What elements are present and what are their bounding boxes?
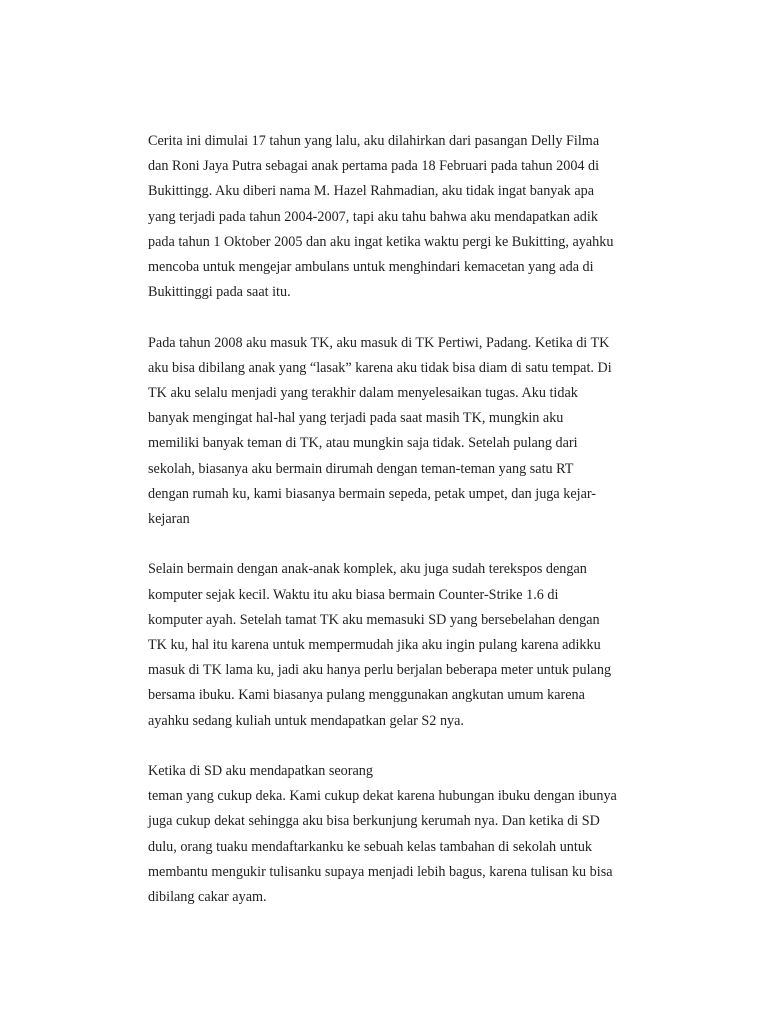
text-line: dengan rumah ku, kami biasanya bermain sepeda, petak umpet, dan juga kejar- [148,485,597,502]
paragraph-1 [148,129,668,305]
text-line: ayahku sedang kuliah untuk mendapatkan gelar S2 nya. [148,712,464,729]
text-line: dan Roni Jaya Putra sebagai anak pertama pada 18 Februari pada tahun 2004 di [148,158,600,175]
text-line: TK aku selalu menjadi yang terakhir dalam menyelesaikan tugas. Aku tidak [148,385,578,402]
text-line: membantu mengukir tulisanku supaya menjadi lebih bagus, karena tulisan ku bisa [148,863,613,880]
text-line: Bukittingg. Aku diberi nama M. Hazel Rahmadian, aku tidak ingat banyak apa [148,183,595,200]
text-line: Selain bermain dengan anak-anak komplek, aku juga sudah terekspos dengan [148,561,587,578]
paragraph-2 [148,331,668,533]
text-line: masuk di TK lama ku, jadi aku hanya perlu berjalan beberapa meter untuk pulang [148,662,612,679]
text-line: yang terjadi pada tahun 2004-2007, tapi aku tahu bahwa aku mendapatkan adik [148,208,598,225]
text-line: Cerita ini dimulai 17 tahun yang lalu, aku dilahirkan dari pasangan Delly Filma [148,133,600,149]
text-line: memiliki banyak teman di TK, atau mungkin saja tidak. Setelah pulang dari [148,435,578,452]
paragraph-3 [148,557,668,733]
text-line: TK ku, hal itu karena untuk mempermudah jika aku ingin pulang karena adikku [148,637,601,654]
text-line: dibilang cakar ayam. [148,889,267,906]
text-line: dulu, orang tuaku mendaftarkanku ke sebuah kelas tambahan di sekolah untuk [148,838,593,855]
text-line: bersama ibuku. Kami biasanya pulang menggunakan angkutan umum karena [148,687,585,704]
text-line: mencoba untuk mengejar ambulans untuk menghindari kemacetan yang ada di [148,259,594,276]
text-line: kejaran [148,511,190,528]
text-line: juga cukup dekat sehingga aku bisa berkunjung kerumah nya. Dan ketika di SD [148,813,600,830]
text-line: banyak mengingat hal-hal yang terjadi pada saat masih TK, mungkin aku [148,410,564,427]
text-line: komputer ayah. Setelah tamat TK aku memasuki SD yang bersebelahan dengan [148,611,600,628]
text-line: teman yang cukup deka. Kami cukup dekat karena hubungan ibuku dengan ibunya [148,788,617,805]
text-line: komputer sejak kecil. Waktu itu aku biasa bermain Counter-Strike 1.6 di [148,586,559,603]
paragraph-4 [148,759,668,910]
text-line: Ketika di SD aku mendapatkan seorang [148,763,373,780]
text-line: Bukittinggi pada saat itu. [148,284,291,301]
text-line: Pada tahun 2008 aku masuk TK, aku masuk di TK Pertiwi, Padang. Ketika di TK [148,334,610,351]
text-line: pada tahun 1 Oktober 2005 dan aku ingat ketika waktu pergi ke Bukitting, ayahku [148,233,614,250]
text-line: sekolah, biasanya aku bermain dirumah dengan teman-teman yang satu RT [148,460,574,477]
document-body [148,129,668,935]
text-line: aku bisa dibilang anak yang “lasak” karena aku tidak bisa diam di satu tempat. Di [148,359,612,376]
